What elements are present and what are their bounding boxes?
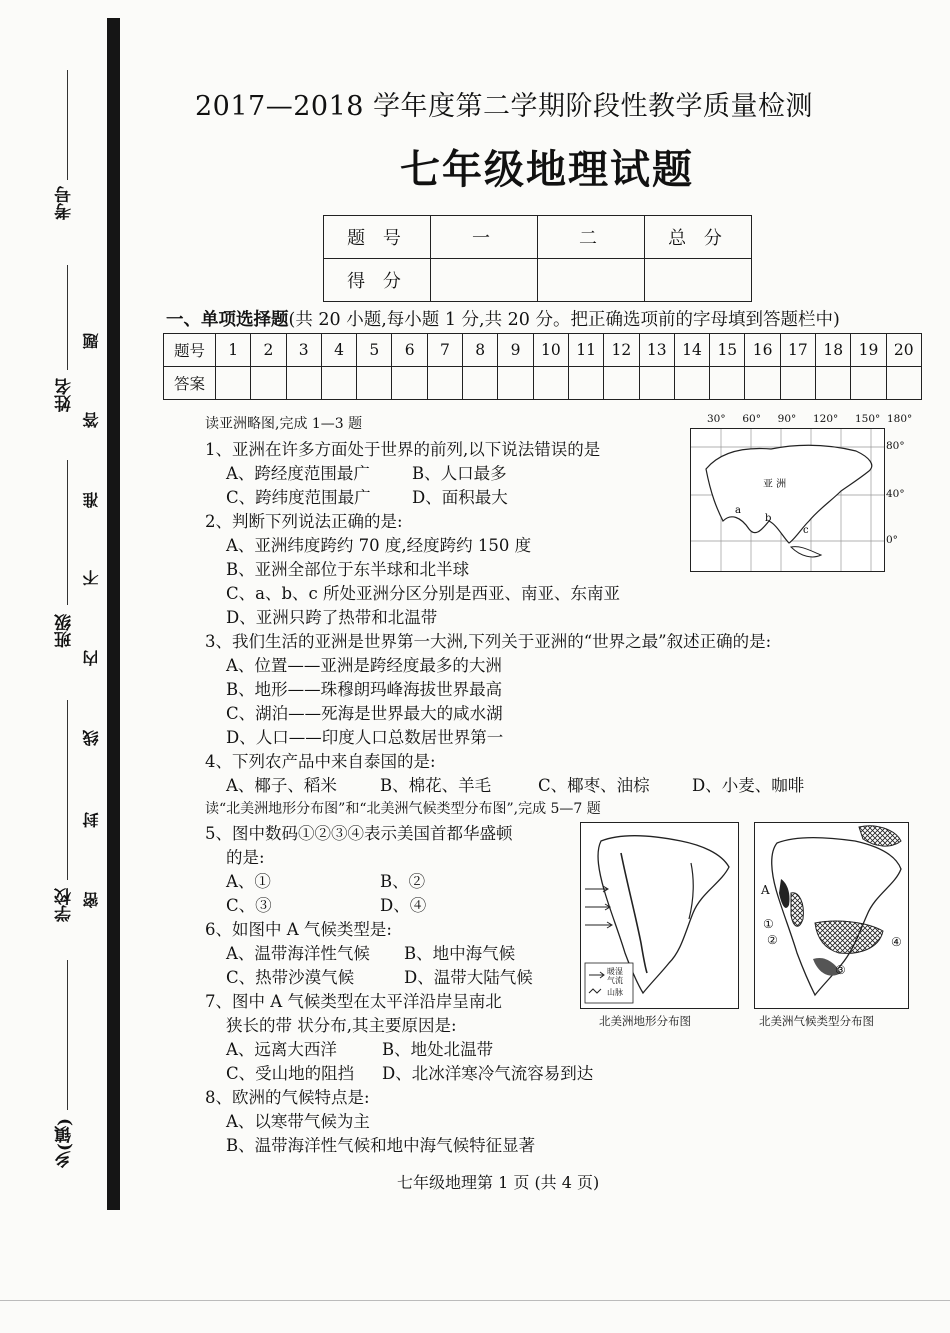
option: A、远离大西洋 (226, 1040, 337, 1059)
answer-cell[interactable] (286, 367, 321, 400)
na-terrain-map (580, 822, 739, 1009)
question-number-cell: 2 (251, 334, 286, 367)
na-terrain-drawing (581, 823, 738, 1008)
score-cell: 总 分 (645, 216, 752, 259)
climate-marker: ② (767, 933, 778, 947)
score-table (323, 215, 752, 302)
page-footer: 七年级地理第 1 页 (共 4 页) (397, 1173, 600, 1192)
lon-label: 120° (812, 413, 839, 425)
na-climate-drawing (755, 823, 908, 1008)
question-stem: 3、我们生活的亚洲是世界第一大洲,下列关于亚洲的“世界之最”叙述正确的是: (205, 632, 772, 651)
question-number-cell: 11 (568, 334, 603, 367)
option: D、北冰洋寒冷气流容易到达 (382, 1064, 594, 1083)
option: B、人口最多 (412, 464, 507, 483)
option: D、面积最大 (412, 488, 508, 507)
question-stem: 7、图中 A 气候类型在太平洋沿岸呈南北 (205, 992, 502, 1011)
answer-cell[interactable] (674, 367, 709, 400)
point-label: b (765, 513, 772, 524)
question-stem: 2、判断下列说法正确的是: (205, 512, 403, 531)
asia-map-top-labels (707, 413, 912, 425)
option: C、跨纬度范围最广 (226, 488, 371, 507)
answer-cell[interactable] (251, 367, 286, 400)
option: A、椰子、稻米 (226, 776, 337, 795)
option: A、亚洲纬度跨约 70 度,经度跨约 150 度 (226, 536, 532, 555)
question-number-cell: 13 (639, 334, 674, 367)
option: B、亚洲全部位于东半球和北半球 (226, 560, 470, 579)
section-heading (166, 306, 840, 331)
answer-cell[interactable] (357, 367, 392, 400)
option: C、③ (226, 896, 272, 915)
question-number-cell: 9 (498, 334, 533, 367)
class-line (67, 460, 68, 605)
scan-edge-line (0, 1300, 950, 1301)
option: A、温带海洋性气候 (226, 944, 370, 963)
terrain-map-caption: 北美洲地形分布图 (599, 1014, 691, 1028)
option: C、受山地的阻挡 (226, 1064, 355, 1083)
answer-cell[interactable] (710, 367, 745, 400)
lon-label: 30° (707, 413, 726, 425)
answer-cell[interactable] (463, 367, 498, 400)
option: A、① (226, 872, 271, 891)
answer-table (163, 333, 922, 400)
exam-no-line (67, 70, 68, 180)
climate-map-caption: 北美洲气候类型分布图 (759, 1014, 874, 1028)
option: C、热带沙漠气候 (226, 968, 355, 987)
answer-cell[interactable] (568, 367, 603, 400)
question-number-cell: 7 (427, 334, 462, 367)
exam-header: 2017—2018 学年度第二学期阶段性教学质量检测 (195, 91, 814, 122)
seal-char: 内 (82, 650, 101, 666)
lat-label: 80° (886, 440, 905, 452)
lon-label: 180° (886, 413, 913, 425)
climate-marker: ① (763, 917, 774, 931)
school-line (67, 700, 68, 880)
score-cell: 题 号 (324, 216, 431, 259)
legend-mountain-label: 山脉 (607, 988, 623, 997)
option: A、以寒带气候为主 (226, 1112, 370, 1131)
question-number-cell: 10 (533, 334, 568, 367)
question-number-cell: 14 (674, 334, 709, 367)
option: C、椰枣、油棕 (538, 776, 650, 795)
score-input-cell[interactable] (538, 259, 645, 302)
option: D、④ (380, 896, 427, 915)
question-stem: 5、图中数码①②③④表示美国首都华盛顿 (205, 824, 513, 843)
asia-map (690, 428, 885, 572)
seal-char: 不 (82, 570, 101, 586)
name-line (67, 265, 68, 370)
seal-char: 答 (82, 412, 101, 428)
answer-cell[interactable] (639, 367, 674, 400)
score-cell: 二 (538, 216, 645, 259)
option: C、湖泊——死海是世界最大的咸水湖 (226, 704, 503, 723)
question-number-cell: 20 (886, 334, 921, 367)
option: A、位置——亚洲是跨经度最多的大洲 (226, 656, 502, 675)
section-note: (共 20 小题,每小题 1 分,共 20 分。把正确选项前的字母填到答题栏中) (288, 310, 840, 330)
question-stem: 8、欧洲的气候特点是: (205, 1088, 370, 1107)
seal-char: 密 (82, 892, 101, 908)
legend-wind-label: 暖湿气流 (607, 967, 623, 985)
answer-cell[interactable] (780, 367, 815, 400)
option: B、温带海洋性气候和地中海气候特征显著 (226, 1136, 536, 1155)
lon-label: 90° (777, 413, 797, 425)
school-label: 学校 (55, 888, 75, 922)
climate-marker: ③ (835, 963, 846, 977)
question-stem: 4、下列农产品中来自泰国的是: (205, 752, 436, 771)
question-number-cell: 6 (392, 334, 427, 367)
option: A、跨经度范围最广 (226, 464, 370, 483)
option: D、温带大陆气候 (404, 968, 533, 987)
answer-cell[interactable] (851, 367, 886, 400)
score-input-cell[interactable] (645, 259, 752, 302)
class-label: 班级 (55, 614, 75, 648)
answer-cell[interactable] (427, 367, 462, 400)
option: B、地中海气候 (404, 944, 516, 963)
climate-marker-A: A (761, 883, 770, 897)
question-number-cell: 15 (710, 334, 745, 367)
lat-label: 40° (886, 488, 905, 500)
option: C、a、b、c 所处亚洲分区分别是西亚、南亚、东南亚 (226, 584, 621, 603)
answer-cell[interactable] (321, 367, 356, 400)
answer-cell[interactable] (392, 367, 427, 400)
page-title: 七年级地理试题 (400, 146, 694, 193)
instruction-line: 读“北美洲地形分布图”和“北美洲气候类型分布图”,完成 5—7 题 (205, 801, 601, 817)
answer-cell[interactable] (816, 367, 851, 400)
seal-char: 题 (82, 333, 101, 349)
answer-cell[interactable] (604, 367, 639, 400)
question-stem: 狭长的带 状分布,其主要原因是: (226, 1016, 457, 1035)
answer-row-label: 题号 (164, 334, 216, 367)
lon-label: 150° (854, 413, 881, 425)
town-label: 乡(镇) (55, 1118, 75, 1169)
question-number-cell: 19 (851, 334, 886, 367)
asia-region-label: 亚 洲 (763, 479, 787, 490)
option: B、地处北温带 (382, 1040, 494, 1059)
na-climate-map (754, 822, 909, 1009)
question-stem: 1、亚洲在许多方面处于世界的前列,以下说法错误的是 (205, 440, 601, 459)
town-line (67, 960, 68, 1110)
score-input-cell[interactable] (431, 259, 538, 302)
climate-marker: ④ (891, 935, 902, 949)
question-stem: 6、如图中 A 气候类型是: (205, 920, 392, 939)
score-cell: 得 分 (324, 259, 431, 302)
question-stem: 的是: (226, 848, 265, 867)
binding-bar (107, 18, 120, 1210)
question-number-cell: 8 (463, 334, 498, 367)
point-label: a (735, 505, 741, 516)
answer-cell[interactable] (216, 367, 251, 400)
question-number-cell: 3 (286, 334, 321, 367)
question-number-cell: 1 (216, 334, 251, 367)
question-number-cell: 18 (816, 334, 851, 367)
exam-no-label: 考号 (55, 186, 75, 220)
answer-cell[interactable] (745, 367, 780, 400)
seal-char: 线 (82, 730, 101, 746)
option: B、② (380, 872, 426, 891)
score-cell: 一 (431, 216, 538, 259)
option: D、亚洲只跨了热带和北温带 (226, 608, 438, 627)
option: B、地形——珠穆朗玛峰海拔世界最高 (226, 680, 503, 699)
question-number-cell: 4 (321, 334, 356, 367)
lon-label: 60° (742, 413, 761, 425)
option: D、小麦、咖啡 (692, 776, 805, 795)
question-number-cell: 16 (745, 334, 780, 367)
question-number-cell: 5 (357, 334, 392, 367)
section-title: 一、单项选择题 (166, 310, 289, 330)
asia-map-drawing (691, 429, 884, 571)
name-label: 姓名 (55, 378, 75, 412)
seal-char: 准 (82, 492, 101, 508)
point-label: c (803, 525, 809, 536)
answer-row-label: 答案 (164, 367, 216, 400)
question-number-cell: 17 (780, 334, 815, 367)
seal-char: 封 (82, 812, 101, 828)
answer-cell[interactable] (533, 367, 568, 400)
answer-cell[interactable] (498, 367, 533, 400)
question-number-cell: 12 (604, 334, 639, 367)
option: B、棉花、羊毛 (380, 776, 492, 795)
option: D、人口——印度人口总数居世界第一 (226, 728, 504, 747)
instruction-line: 读亚洲略图,完成 1—3 题 (205, 416, 363, 432)
answer-cell[interactable] (886, 367, 921, 400)
lat-label: 0° (886, 534, 898, 546)
